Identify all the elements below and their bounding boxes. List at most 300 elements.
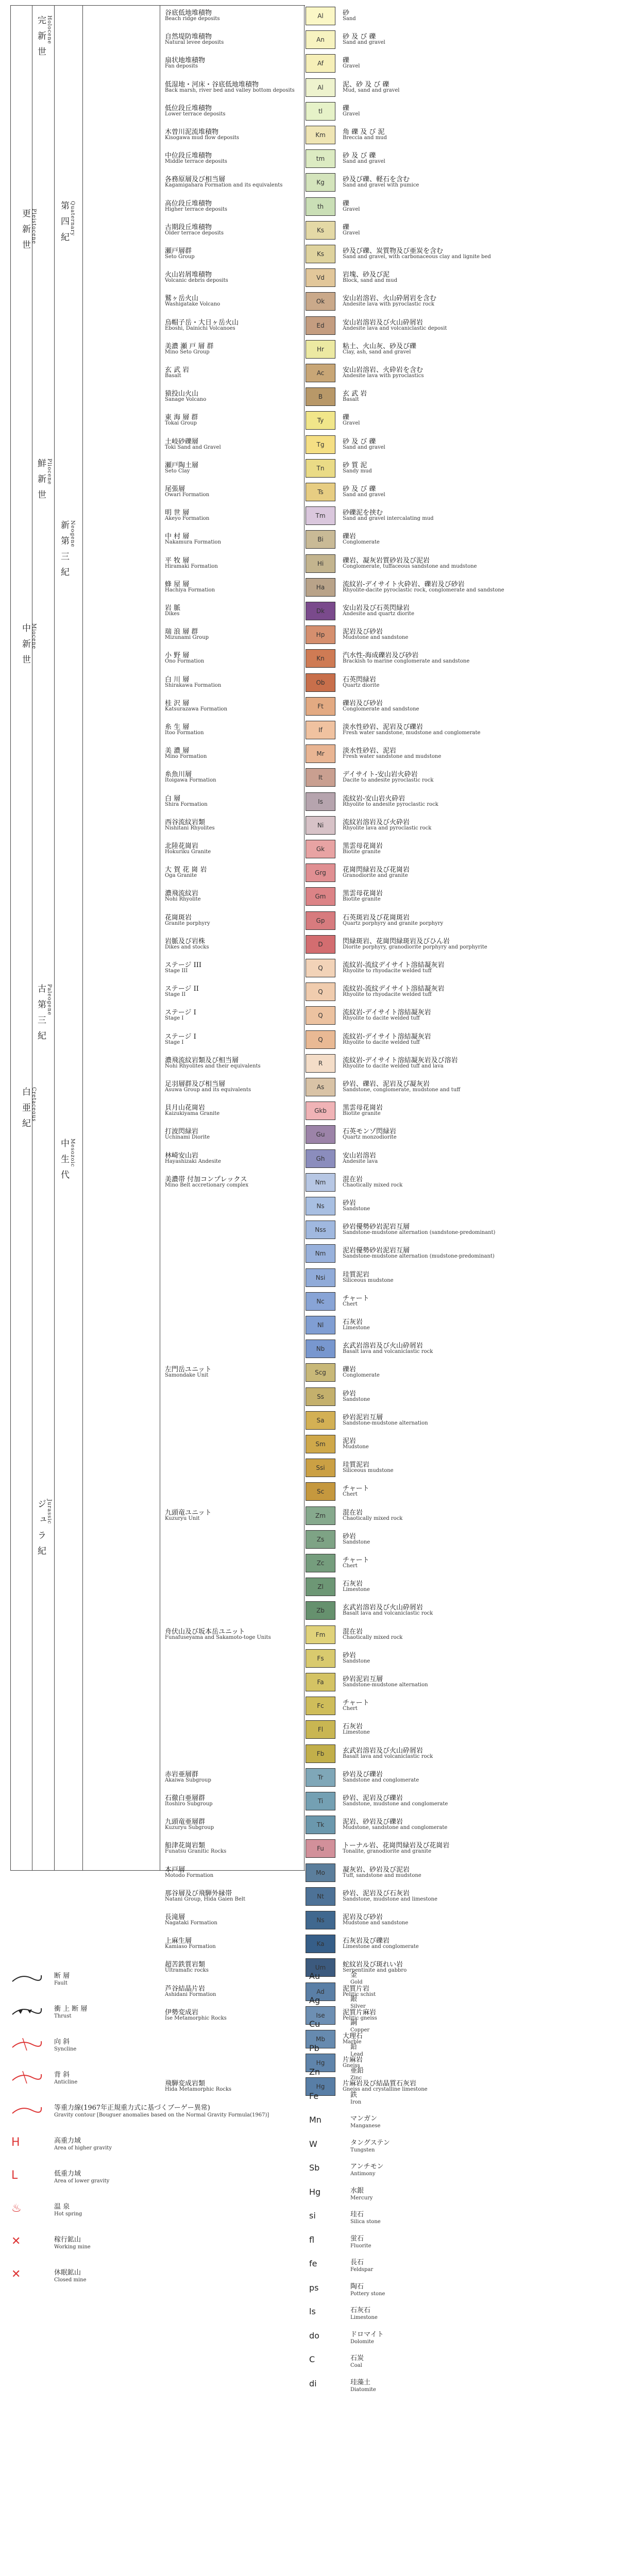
mineral-name: タングステン [350, 2139, 390, 2147]
unit-swatch: Nm [306, 1173, 335, 1192]
unit-swatch: Fu [306, 1839, 335, 1858]
unit-lithology-en: Andesite lava [343, 1158, 378, 1164]
unit-name-en: Itoigawa Formation [165, 777, 216, 784]
unit-lithology-en: Block, sand and mud [343, 278, 398, 284]
mineral-name: 亜鉛 [350, 2067, 364, 2075]
mineral-symbol: Zn [309, 2067, 320, 2077]
unit-name-en: Lower terrace deposits [165, 111, 226, 117]
unit-lithology-en: Andesite and quartz diorite [343, 611, 414, 617]
unit-swatch: Tr [306, 1768, 335, 1787]
unit-lithology: 安山岩及び石英閃緑岩 [343, 604, 410, 612]
unit-name: 大 賀 花 崗 岩 [165, 866, 207, 874]
unit-lithology: 安山岩溶岩 [343, 1151, 377, 1160]
mineral-symbol: Mn [309, 2115, 322, 2125]
unit-lithology: 混在岩 [343, 1175, 363, 1183]
unit-name: 美 濃 層 [165, 747, 190, 755]
unit-name-en: Mino Belt accretionary complex [165, 1182, 249, 1188]
unit-lithology-en: Gravel [343, 230, 360, 236]
mineral-name: 長石 [350, 2259, 364, 2266]
unit-name-en: Kamiaso Formation [165, 1944, 216, 1950]
mineral-symbol: Au [309, 1971, 320, 1981]
unit-swatch: Ok [306, 292, 335, 311]
unit-lithology-en: Rhyolite to dacite welded tuff [343, 1039, 420, 1045]
unit-lithology-en: Mudstone, sandstone and conglomerate [343, 1825, 448, 1831]
unit-name: 飛騨変成岩類 [165, 2080, 206, 2088]
unit-swatch: D [306, 935, 335, 954]
unit-name: 平 牧 層 [165, 556, 190, 565]
unit-swatch: Nm [306, 1244, 335, 1263]
symbol-label-en: Hot spring [54, 2211, 82, 2217]
unit-swatch: Ks [306, 221, 335, 240]
unit-lithology-en: Marble [343, 2039, 362, 2045]
unit-lithology-en: Conglomerate [343, 539, 380, 546]
hot-spring-symbol: ♨ [11, 2202, 22, 2215]
unit-swatch: Hr [306, 340, 335, 359]
unit-lithology: 砂 質 泥 [343, 461, 367, 469]
symbol-label-en: Area of higher gravity [54, 2145, 112, 2151]
unit-lithology-en: Sandstone [343, 1396, 370, 1402]
unit-name-en: Ashidani Formation [165, 1991, 216, 1997]
unit-name: 美濃帯 付加コンプレックス [165, 1175, 247, 1183]
symbol-label: 休眠鉱山 [54, 2269, 81, 2277]
unit-swatch: Al [306, 7, 335, 25]
unit-name: 岩 脈 [165, 604, 181, 612]
unit-name: 白 層 [165, 794, 181, 803]
unit-lithology-en: Basalt lava and volcaniclastic rock [343, 1611, 433, 1617]
unit-name-en: Shira Formation [165, 801, 208, 807]
symbol-label-en: Area of lower gravity [54, 2178, 110, 2184]
unit-lithology: 石灰岩 [343, 1318, 363, 1326]
unit-lithology: 安山岩溶岩及び火山砕屑岩 [343, 318, 424, 327]
unit-lithology: 流紋岩-安山岩火砕岩 [343, 794, 405, 803]
unit-lithology: チャート [343, 1485, 369, 1493]
unit-name-en: Hiramaki Formation [165, 563, 218, 569]
unit-name-en: Stage I [165, 1015, 184, 1022]
unit-swatch: Af [306, 54, 335, 73]
gravity-contour-symbol [11, 2103, 42, 2117]
unit-name-en: Itoo Formation [165, 730, 204, 736]
unit-name-en: Hida Metamorphic Rocks [165, 2087, 232, 2093]
unit-swatch: Fm [306, 1625, 335, 1644]
unit-swatch: Ft [306, 697, 335, 716]
unit-swatch: Is [306, 792, 335, 811]
unit-lithology: 流紋岩-デイサイト火砕岩、礫岩及び砂岩 [343, 580, 465, 588]
unit-lithology-en: Limestone [343, 1325, 370, 1331]
unit-swatch: Ks [306, 245, 335, 263]
unit-swatch: Fc [306, 1697, 335, 1715]
unit-swatch: Vd [306, 268, 335, 287]
unit-name: 瀬戸層群 [165, 247, 192, 255]
symbol-label: 稼行鉱山 [54, 2236, 81, 2244]
era-label: 中 生 代 [59, 1139, 69, 1181]
unit-swatch: Ts [306, 483, 335, 501]
unit-name: ステージ II [165, 985, 199, 993]
unit-lithology-en: Rhyolite to rhyodacite welded tuff [343, 992, 432, 998]
mineral-name-en: Copper [350, 2027, 370, 2033]
unit-lithology-en: Mudstone [343, 1444, 369, 1450]
unit-name-en: Higher terrace deposits [165, 206, 228, 212]
unit-lithology-en: Limestone and conglomerate [343, 1944, 419, 1950]
unit-name-en: Fan deposits [165, 63, 198, 70]
unit-swatch: Mo [306, 1863, 335, 1882]
unit-lithology: 泥、砂 及 び 礫 [343, 80, 390, 89]
unit-name: 岩脈及び岩株 [165, 937, 206, 945]
unit-lithology-en: Pelitic schist [343, 1991, 376, 1997]
unit-lithology: 砂 及 び 礫 [343, 485, 376, 493]
unit-lithology: 安山岩溶岩、火砕岩を含む [343, 366, 424, 374]
unit-name-en: Ultramafic rocks [165, 1968, 209, 1974]
unit-lithology-en: Gravel [343, 63, 360, 70]
unit-lithology-en: Rhyolite to andesite pyroclastic rock [343, 801, 438, 807]
mineral-symbol: fe [309, 2259, 317, 2268]
unit-name-en: Nohi Rhyolite [165, 896, 201, 903]
unit-lithology: 凝灰岩、砂岩及び泥岩 [343, 1866, 410, 1874]
unit-lithology: 礫岩、凝灰岩質砂岩及び泥岩 [343, 556, 430, 565]
unit-lithology-en: Sand and gravel with pumice [343, 182, 419, 189]
unit-swatch: Hg [306, 2077, 335, 2096]
unit-lithology: 砂岩優勢砂岩泥岩互層 [343, 1223, 410, 1231]
mineral-name: 鉄 [350, 2091, 358, 2099]
unit-swatch: Ob [306, 673, 335, 692]
unit-name: 左門岳ユニット [165, 1366, 212, 1374]
unit-swatch: Tn [306, 459, 335, 478]
unit-lithology-en: Gravel [343, 420, 360, 427]
symbol-label-en: Anticline [54, 2079, 78, 2085]
unit-lithology: チャート [343, 1294, 369, 1302]
unit-lithology: 砂岩、礫岩、泥岩及び凝灰岩 [343, 1080, 430, 1088]
era-label-en: Pleistocene [31, 209, 37, 245]
unit-lithology-en: Rhyolite to dacite welded tuff and lava [343, 1063, 444, 1069]
unit-lithology: 片麻岩 [343, 2056, 363, 2064]
unit-lithology: 砂 [343, 9, 350, 17]
unit-swatch: If [306, 721, 335, 739]
unit-swatch: Q [306, 1006, 335, 1025]
unit-name: 土岐砂礫層 [165, 437, 199, 446]
unit-lithology: 砂岩、泥岩及び礫岩 [343, 1794, 403, 1802]
unit-lithology: 泥岩優勢砂岩泥岩互層 [343, 1247, 410, 1255]
thrust-symbol [11, 2004, 42, 2019]
unit-name: 小 野 層 [165, 652, 190, 660]
unit-lithology-en: Conglomerate, tuffaceous sandstone and mudstone [343, 563, 477, 569]
unit-name: 九頭竜亜層群 [165, 1818, 206, 1826]
unit-lithology: 礫 [343, 414, 350, 422]
unit-name-en: Stage I [165, 1039, 184, 1045]
unit-swatch: Hi [306, 554, 335, 573]
unit-lithology-en: Fresh water sandstone and mudstone [343, 754, 442, 760]
unit-name-en: Ono Formation [165, 658, 205, 665]
unit-name: 糸 生 層 [165, 723, 190, 731]
unit-lithology-en: Tonalite, granodiorite and granite [343, 1849, 432, 1855]
mineral-name: 蛍石 [350, 2234, 364, 2243]
unit-lithology-en: Limestone [343, 1587, 370, 1593]
unit-lithology-en: Pelitic gneiss [343, 2015, 377, 2021]
column-divider [10, 5, 11, 1870]
unit-name: 瀬戸陶土層 [165, 461, 199, 469]
unit-name: 自然堤防堆積物 [165, 33, 212, 41]
unit-lithology-en: Brackish to marine conglomerate and sandstone [343, 658, 470, 665]
mineral-name-en: Limestone [350, 2315, 378, 2320]
unit-lithology: 珪質泥岩 [343, 1461, 370, 1469]
symbol-label-en: Working mine [54, 2244, 91, 2250]
column-border-top [10, 5, 305, 6]
unit-name-en: Kagamigahara Formation and its equivalents [165, 182, 283, 189]
unit-name-en: Katsurazawa Formation [165, 706, 228, 712]
unit-swatch: Tm [306, 506, 335, 525]
era-label-en: Neogene [70, 520, 75, 548]
unit-name: 赤岩亜層群 [165, 1770, 199, 1778]
unit-name-en: Mino Formation [165, 754, 207, 760]
unit-swatch: Ti [306, 1792, 335, 1810]
unit-name-en: Natural levee deposits [165, 40, 224, 46]
unit-name-en: Hayashizaki Andesite [165, 1158, 221, 1164]
unit-lithology: 砂岩泥岩互層 [343, 1413, 383, 1421]
unit-lithology-en: Sandstone [343, 1206, 370, 1212]
unit-name: 九頭竜ユニット [165, 1509, 212, 1517]
unit-name: 芦谷結晶片岩 [165, 1985, 206, 1993]
unit-name: 中 村 層 [165, 533, 190, 541]
unit-lithology-en: Sandstone [343, 1539, 370, 1545]
unit-lithology-en: Sandstone-mudstone alternation (sandstone-predominant) [343, 1230, 496, 1236]
unit-name: 糸魚川層 [165, 771, 192, 779]
unit-lithology: 粘土、火山灰、砂及び礫 [343, 342, 417, 350]
unit-lithology: 角 礫 及 び 泥 [343, 128, 385, 136]
unit-name: 明 世 層 [165, 509, 190, 517]
unit-lithology: 砂岩泥岩互層 [343, 1675, 383, 1683]
unit-lithology: 砂岩及び礫岩 [343, 1770, 383, 1778]
unit-name-en: Natani Group, Hida Gaien Belt [165, 1896, 246, 1902]
unit-lithology-en: Gneiss [343, 2063, 360, 2069]
unit-lithology: 混在岩 [343, 1628, 363, 1636]
unit-name-en: Middle terrace deposits [165, 159, 227, 165]
unit-name-en: Hokuriku Granite [165, 849, 211, 855]
unit-lithology: 汽水性-海成礫岩及び砂岩 [343, 652, 419, 660]
unit-lithology: 大理石 [343, 2032, 363, 2040]
unit-name-en: Motodo Formation [165, 1872, 214, 1878]
unit-lithology: 砂 及 び 礫 [343, 152, 376, 160]
unit-swatch: It [306, 768, 335, 787]
unit-name-en: Akaiwa Subgroup [165, 1777, 211, 1783]
unit-swatch: B [306, 387, 335, 406]
unit-lithology-en: Mudstone and sandstone [343, 1920, 409, 1926]
unit-lithology-en: Rhyolite-dacite pyroclastic rock, conglomerate and sandstone [343, 587, 504, 593]
unit-swatch: Ss [306, 1387, 335, 1406]
unit-lithology: 砂 及 び 礫 [343, 33, 376, 41]
unit-lithology: 砂礫泥を挟む [343, 509, 383, 517]
mineral-name: 珪藻土 [350, 2378, 371, 2386]
unit-lithology-en: Rhyolite to rhyodacite welded tuff [343, 968, 432, 974]
unit-name: 猿投山火山 [165, 390, 199, 398]
unit-lithology-en: Chaotically mixed rock [343, 1634, 403, 1640]
unit-lithology: 淡水性砂岩、泥岩 [343, 747, 397, 755]
unit-lithology-en: Sandstone, mudstone and conglomerate [343, 1801, 448, 1807]
column-border-bottom [10, 1870, 305, 1871]
unit-name: 高位段丘堆積物 [165, 199, 212, 208]
unit-lithology: 礫 [343, 199, 350, 208]
unit-name: 扇状地堆積物 [165, 57, 206, 65]
mineral-name-en: Antimony [350, 2171, 376, 2177]
unit-name-en: Sanage Volcano [165, 397, 207, 403]
unit-lithology-en: Quartz diorite [343, 682, 380, 688]
unit-name-en: Itoshiro Subgroup [165, 1801, 213, 1807]
unit-swatch: Ac [306, 364, 335, 382]
unit-lithology-en: Chert [343, 1563, 358, 1569]
unit-name-en: Nakamura Formation [165, 539, 221, 546]
unit-swatch: Nb [306, 1340, 335, 1358]
mineral-symbol: ls [309, 2307, 316, 2316]
unit-lithology-en: Limestone [343, 1730, 370, 1736]
unit-name: 玄 武 岩 [165, 366, 190, 374]
era-label: 第 四 紀 [59, 201, 69, 243]
era-label-en: Paleogene [46, 984, 52, 1016]
mineral-symbol: C [309, 2354, 315, 2364]
unit-swatch: Gk [306, 840, 335, 858]
unit-lithology: チャート [343, 1699, 369, 1707]
unit-swatch: Fl [306, 1720, 335, 1739]
unit-name-en: Mino Seto Group [165, 349, 210, 355]
unit-name-en: Asuwa Group and its equivalents [165, 1087, 251, 1093]
era-label-en: Miocene [31, 623, 37, 650]
unit-lithology: 石灰岩 [343, 1723, 363, 1731]
era-label-en: Quaternary [70, 201, 75, 236]
unit-lithology: 片麻岩及び結晶質石灰岩 [343, 2080, 417, 2088]
unit-name-en: Seto Clay [165, 468, 190, 474]
unit-lithology: 泥質片岩 [343, 1985, 370, 1993]
unit-name-en: Akeyo Formation [165, 516, 210, 522]
unit-lithology-en: Rhyolite to dacite welded tuff [343, 1015, 420, 1022]
unit-name-en: Eboshi, Dainichi Volcanoes [165, 325, 235, 331]
unit-name: 尾張層 [165, 485, 185, 493]
mineral-name: 水銀 [350, 2187, 364, 2195]
unit-name-en: Toki Sand and Gravel [165, 444, 221, 450]
unit-name: 木曽川泥流堆積物 [165, 128, 219, 136]
unit-name-en: Kaizukiyama Granite [165, 1111, 220, 1117]
unit-name-en: Kuzuryu Unit [165, 1515, 200, 1521]
unit-lithology-en: Sand and gravel [343, 444, 385, 450]
mineral-symbol: Sb [309, 2163, 320, 2173]
mineral-name-en: Feldspar [350, 2267, 374, 2273]
unit-swatch: Zc [306, 1554, 335, 1572]
unit-lithology-en: Gravel [343, 111, 360, 117]
unit-name: 北陸花崗岩 [165, 842, 199, 850]
unit-swatch: As [306, 1078, 335, 1096]
unit-lithology-en: Sand [343, 16, 356, 22]
unit-swatch: Ed [306, 316, 335, 335]
unit-name-en: Tokai Group [165, 420, 197, 427]
unit-lithology-en: Mud, sand and gravel [343, 87, 400, 93]
unit-name: 足羽層群及び相当層 [165, 1080, 226, 1088]
unit-swatch: Fb [306, 1744, 335, 1763]
mineral-name: 石炭 [350, 2354, 364, 2362]
mineral-symbol: ps [309, 2282, 319, 2293]
unit-name-en: Owari Formation [165, 492, 210, 498]
unit-lithology: 礫岩 [343, 533, 357, 541]
unit-swatch: Km [306, 126, 335, 144]
era-label-en: Holocene [46, 15, 52, 44]
unit-lithology: トーナル岩、花崗閃緑岩及び花崗岩 [343, 1842, 450, 1850]
unit-swatch: Hp [306, 625, 335, 644]
symbol-label: 高重力域 [54, 2137, 81, 2145]
unit-lithology: 黒雲母花崗岩 [343, 890, 383, 898]
unit-lithology: 石英モンゾ閃緑岩 [343, 1128, 397, 1136]
unit-lithology: 礫岩 [343, 1366, 357, 1374]
unit-lithology: 砂岩 [343, 1389, 357, 1398]
unit-lithology: 流紋岩-流紋デイサイト溶結凝灰岩 [343, 985, 445, 993]
unit-swatch: Mr [306, 744, 335, 763]
mineral-name: 陶石 [350, 2282, 364, 2291]
unit-name-en: Dikes and stocks [165, 944, 209, 950]
unit-lithology-en: Sandstone-mudstone alternation [343, 1420, 428, 1426]
unit-swatch: Ise [306, 2006, 335, 2025]
mineral-symbol: do [309, 2330, 319, 2341]
unit-name: 花崗斑岩 [165, 913, 192, 922]
symbol-label: 断 層 [54, 1972, 70, 1980]
unit-lithology-en: Sandstone, mudstone and limestone [343, 1896, 437, 1902]
symbol-label: 背 斜 [54, 2071, 70, 2079]
unit-swatch: Ns [306, 1197, 335, 1215]
unit-lithology-en: Conglomerate and sandstone [343, 706, 419, 712]
unit-lithology-en: Basalt lava and volcaniclastic rock [343, 1349, 433, 1355]
unit-swatch: Al [306, 78, 335, 97]
mineral-name: 鉛 [350, 2043, 358, 2051]
unit-swatch: Nsi [306, 1268, 335, 1287]
unit-lithology: 玄武岩溶岩及び火山砕屑岩 [343, 1747, 424, 1755]
unit-swatch: Gm [306, 887, 335, 906]
unit-swatch: Sc [306, 1482, 335, 1501]
unit-lithology-en: Mudstone and sandstone [343, 635, 409, 641]
unit-lithology-en: Quartz porphyry and granite porphyry [343, 920, 444, 926]
unit-lithology: 石英閃緑岩 [343, 675, 377, 684]
unit-name: 長滝層 [165, 1913, 185, 1921]
unit-lithology: 珪質泥岩 [343, 1270, 370, 1279]
symbol-label: 低重力域 [54, 2170, 81, 2178]
unit-lithology: デイサイト-安山岩火砕岩 [343, 771, 418, 779]
unit-lithology: 玄武岩溶岩及び火山砕屑岩 [343, 1604, 424, 1612]
unit-name: ステージ I [165, 1032, 196, 1041]
unit-swatch: Fa [306, 1673, 335, 1691]
unit-name-en: Washigatake Volcano [165, 301, 221, 308]
unit-lithology: 泥岩及び砂岩 [343, 1913, 383, 1921]
unit-name-en: Back marsh, river bed and valley bottom deposits [165, 87, 295, 93]
unit-lithology-en: Basalt lava and volcaniclastic rock [343, 1753, 433, 1759]
unit-name: 古期段丘堆積物 [165, 223, 212, 231]
era-label: 中 新 世 [20, 623, 30, 666]
era-label-en: Mesozoic [70, 1139, 75, 1167]
unit-swatch: Q [306, 959, 335, 977]
unit-lithology-en: Andesite lava with pyroclastics [343, 373, 424, 379]
unit-name-en: Nishitani Rhyolites [165, 825, 215, 831]
unit-lithology-en: Sandy mud [343, 468, 372, 474]
unit-name: 中位段丘堆積物 [165, 152, 212, 160]
mineral-name-en: Pottery stone [350, 2291, 385, 2297]
era-label-en: Cretaceous [31, 1087, 37, 1122]
unit-lithology: 玄 武 岩 [343, 390, 367, 398]
unit-lithology-en: Chaotically mixed rock [343, 1515, 403, 1521]
mineral-name-en: Diatomite [350, 2386, 376, 2393]
unit-lithology-en: Sandstone [343, 1658, 370, 1664]
unit-lithology: 黒雲母花崗岩 [343, 842, 383, 850]
unit-name: 超苦鉄質岩類 [165, 1961, 206, 1969]
symbol-label-en: Thrust [54, 2013, 72, 2019]
era-label: ジ ュ ラ 紀 [36, 1499, 46, 1557]
mineral-name-en: Tungsten [350, 2147, 375, 2153]
unit-swatch: Gu [306, 1125, 335, 1144]
unit-lithology: 砂 及 び 礫 [343, 437, 376, 446]
unit-swatch: Gkb [306, 1101, 335, 1120]
unit-name-en: Kisogawa mud flow deposits [165, 135, 240, 141]
unit-lithology-en: Tuff, sandstone and mudstone [343, 1872, 421, 1878]
unit-swatch: Ka [306, 1935, 335, 1953]
syncline-symbol [11, 2037, 42, 2052]
